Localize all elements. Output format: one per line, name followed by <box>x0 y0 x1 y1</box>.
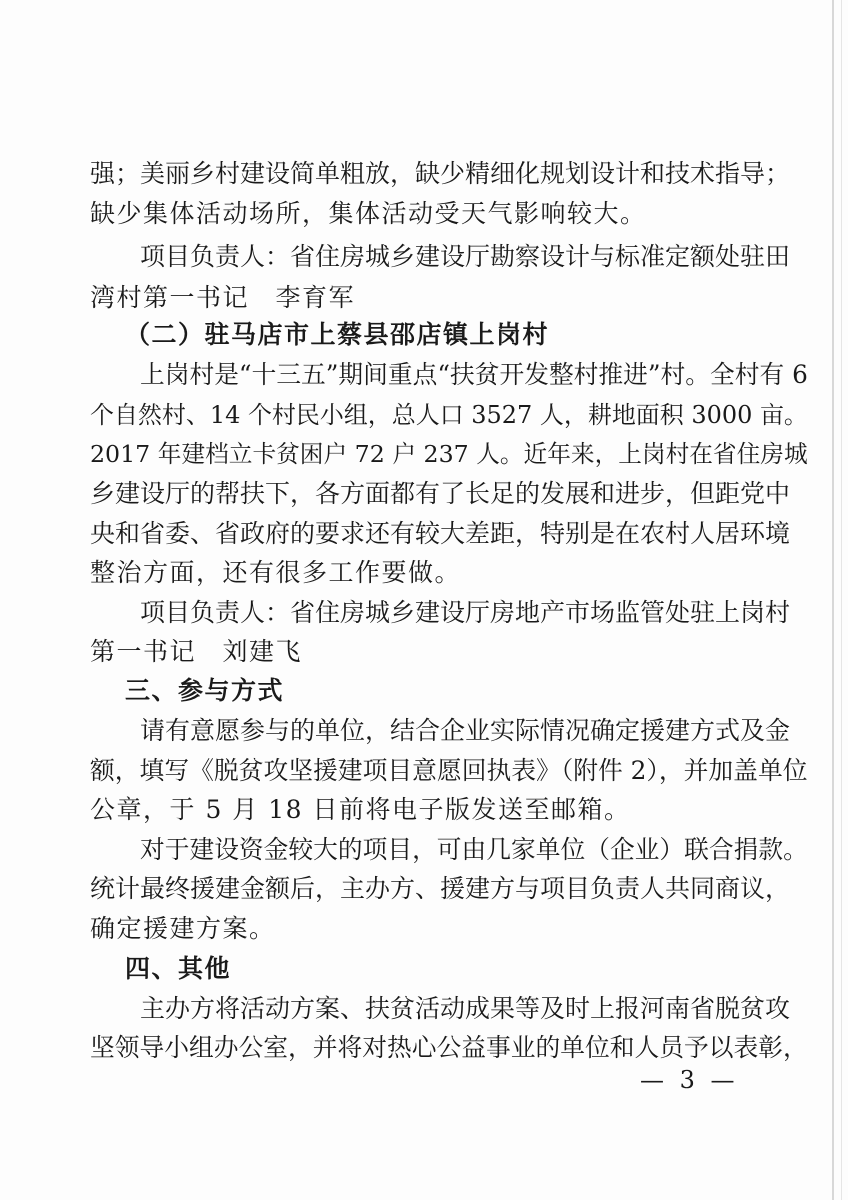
page-number: — 3 — <box>640 1066 739 1094</box>
body-line: 确定援建方案。 <box>90 914 276 943</box>
body-line: 湾村第一书记 李育军 <box>90 283 356 312</box>
section-heading: 四、其他 <box>125 954 232 983</box>
body-line: 主办方将活动方案、扶贫活动成果等及时上报河南省脱贫攻 <box>140 994 791 1023</box>
body-line: 乡建设厅的帮扶下，各方面都有了长足的发展和进步，但距党中 <box>90 479 791 508</box>
body-line: 强；美丽乡村建设简单粗放，缺少精细化规划设计和技术指导； <box>90 159 791 188</box>
body-line: 第一书记 刘建飞 <box>90 637 303 666</box>
section-heading: 三、参与方式 <box>125 676 285 705</box>
body-line: 个自然村、14 个村民小组，总人口 3527 人，耕地面积 3000 亩。 <box>90 401 808 429</box>
scan-edge <box>832 0 834 1200</box>
body-line: 央和省委、省政府的要求还有较大差距，特别是在农村人居环境 <box>90 519 791 548</box>
section-subheading: （二）驻马店市上蔡县邵店镇上岗村 <box>125 320 550 349</box>
body-line: 上岗村是“十三五”期间重点“扶贫开发整村推进”村。全村有 6 <box>140 360 808 389</box>
body-line: 项目负责人：省住房城乡建设厅房地产市场监管处驻上岗村 <box>140 598 791 627</box>
body-line: 整治方面，还有很多工作要做。 <box>90 558 462 587</box>
body-line: 坚领导小组办公室，并将对热心公益事业的单位和人员予以表彰， <box>90 1033 808 1062</box>
body-line: 额，填写《脱贫攻坚援建项目意愿回执表》（附件 2），并加盖单位 <box>90 756 808 785</box>
scan-edge-inner <box>841 0 842 1200</box>
body-line: 公章，于 5 月 18 日前将电子版发送至邮箱。 <box>90 795 631 824</box>
body-line: 缺少集体活动场所，集体活动受天气影响较大。 <box>90 199 647 228</box>
body-line: 请有意愿参与的单位，结合企业实际情况确定援建方式及金 <box>140 716 791 745</box>
body-line: 2017 年建档立卡贫困户 72 户 237 人。近年来，上岗村在省住房城 <box>90 440 808 468</box>
body-line: 统计最终援建金额后，主办方、援建方与项目负责人共同商议， <box>90 874 791 903</box>
body-line: 项目负责人：省住房城乡建设厅勘察设计与标准定额处驻田 <box>140 242 791 271</box>
body-line: 对于建设资金较大的项目，可由几家单位（企业）联合捐款。 <box>140 835 808 864</box>
